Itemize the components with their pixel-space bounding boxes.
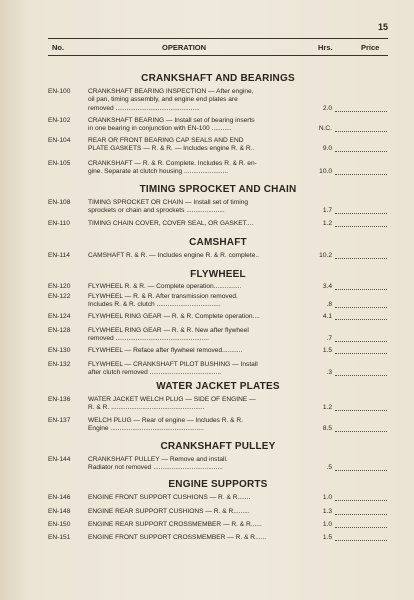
description-line: WELCH PLUG — Rear of engine — Includes R. & R. <box>88 417 244 424</box>
operation-code: EN-146 <box>48 494 71 501</box>
price-blank <box>335 105 387 112</box>
operation-description <box>88 293 314 310</box>
labor-hours: .8 <box>326 301 332 309</box>
price-blank <box>335 425 387 432</box>
column-header-price: Price <box>361 43 380 52</box>
description-line: CRANKSHAFT BEARING INSPECTION — After engine, <box>88 88 254 95</box>
price-blank <box>335 404 387 411</box>
operation-code: EN-151 <box>48 534 71 541</box>
description-line: Engine ................................................... <box>88 425 204 433</box>
operation-description <box>88 494 314 502</box>
description-line: ENGINE REAR SUPPORT CROSSMEMBER — R. & R...... <box>88 521 262 528</box>
operation-code: EN-122 <box>48 293 71 300</box>
labor-hours: .3 <box>326 369 332 377</box>
description-line: TIMING CHAIN COVER, COVER SEAL, OR GASKET.... <box>88 220 254 227</box>
labor-hours: 1.5 <box>322 347 332 354</box>
description-line: WATER JACKET WELCH PLUG — SIDE OF ENGINE — <box>88 396 256 403</box>
labor-hours: 1.0 <box>322 494 332 501</box>
labor-hours: 1.5 <box>322 534 332 541</box>
operation-description <box>88 521 314 529</box>
description-line: FLYWHEEL — R. & R. After transmission removed. <box>88 293 238 300</box>
column-header-hrs: Hrs. <box>318 43 333 52</box>
section-title: WATER JACKET PLATES <box>156 381 280 392</box>
labor-hours: 2.0 <box>322 104 332 112</box>
price-blank <box>335 369 387 376</box>
operation-code: EN-137 <box>48 417 71 424</box>
description-line: after clutch removed ....................................... <box>88 369 222 377</box>
section-title: ENGINE SUPPORTS <box>168 479 268 490</box>
labor-hours: .5 <box>326 464 332 472</box>
description-line: REAR OR FRONT BEARING CAP SEALS AND END <box>88 137 244 144</box>
operation-code: EN-105 <box>48 160 71 167</box>
operation-description <box>88 347 314 355</box>
operation-description <box>88 252 314 260</box>
description-line: ENGINE FRONT SUPPORT CUSHIONS — R. & R....... <box>88 494 251 501</box>
price-blank <box>335 521 387 528</box>
labor-hours: N.C. <box>318 125 332 133</box>
page-number: 15 <box>378 22 389 32</box>
section-title: FLYWHEEL <box>190 269 246 280</box>
operation-description <box>88 456 314 473</box>
operation-description <box>88 327 314 344</box>
operation-code: EN-102 <box>48 117 71 124</box>
labor-hours: .7 <box>326 335 332 343</box>
labor-hours: 1.2 <box>322 220 332 227</box>
price-blank <box>335 464 387 471</box>
operation-description <box>88 160 314 177</box>
operation-description <box>88 199 314 216</box>
price-blank <box>335 168 387 175</box>
description-line: CRANKSHAFT BEARING — Install set of bearing inserts <box>88 117 255 124</box>
operation-description <box>88 508 314 516</box>
operation-description <box>88 88 314 113</box>
price-blank <box>335 508 387 515</box>
price-blank <box>335 534 387 541</box>
price-blank <box>335 252 387 259</box>
price-blank <box>335 494 387 501</box>
operation-description <box>88 313 314 321</box>
labor-hours: 1.2 <box>322 404 332 412</box>
description-line: Includes R. & R. clutch ................................... <box>88 301 221 309</box>
section-title: CRANKSHAFT PULLEY <box>160 441 276 452</box>
price-blank <box>335 313 387 320</box>
price-blank <box>335 335 387 342</box>
section-title: TIMING SPROCKET AND CHAIN <box>139 184 297 195</box>
operation-code: EN-150 <box>48 521 71 528</box>
description-line: sprockets or chain and sprockets ..................... <box>88 207 225 215</box>
description-line: in one bearing in conjunction with EN-100 ........... <box>88 125 232 133</box>
operation-code: EN-120 <box>48 283 71 290</box>
description-line: FLYWHEEL — Reface after flywheel removed........... <box>88 347 243 354</box>
operation-code: EN-110 <box>48 220 70 227</box>
description-line: PLATE GASKETS — R. & R. — Includes engine R. & R.. <box>88 145 255 153</box>
operation-code: EN-104 <box>48 137 71 144</box>
description-line: CRANKSHAFT — R. & R. Complete. Includes R. & R. en- <box>88 160 257 167</box>
operation-description <box>88 220 314 228</box>
labor-hours: 10.2 <box>319 252 332 259</box>
section-title: CAMSHAFT <box>189 237 247 248</box>
price-blank <box>335 301 387 308</box>
description-line: FLYWHEEL R. & R. — Complete operation............... <box>88 283 242 290</box>
description-line: R. & R. ................................................... <box>88 404 205 412</box>
operation-code: EN-136 <box>48 396 71 403</box>
description-line: CRANKSHAFT PULLEY — Remove and install. <box>88 456 228 463</box>
price-blank <box>335 283 387 290</box>
description-line: ENGINE FRONT SUPPORT CROSSMEMBER — R. & R...... <box>88 534 267 541</box>
operation-description <box>88 417 314 434</box>
operation-description <box>88 361 314 378</box>
description-line: removed .............................................. <box>88 104 200 112</box>
operation-code: EN-108 <box>48 199 71 206</box>
labor-hours: 4.1 <box>322 313 332 320</box>
operation-code: EN-100 <box>48 88 71 95</box>
labor-hours: 1.3 <box>322 508 332 515</box>
operation-code: EN-148 <box>48 508 71 515</box>
operation-code: EN-144 <box>48 456 71 463</box>
operation-code: EN-114 <box>48 252 70 259</box>
description-line: oil pan, timing assembly, and engine end plates are <box>88 96 238 104</box>
labor-hours: 8.5 <box>322 425 332 433</box>
price-blank <box>335 125 387 132</box>
operation-code: EN-124 <box>48 313 71 320</box>
operation-code: EN-132 <box>48 361 71 368</box>
labor-hours: 1.7 <box>322 207 332 215</box>
operation-description <box>88 137 314 154</box>
header-bottom-rule <box>48 55 388 56</box>
labor-hours: 9.0 <box>322 145 332 153</box>
labor-hours: 3.4 <box>322 283 332 290</box>
labor-hours: 1.0 <box>322 521 332 528</box>
header-top-rule <box>48 38 388 39</box>
description-line: FLYWHEEL RING GEAR — R. & R. Complete operation.... <box>88 313 260 320</box>
operation-code: EN-130 <box>48 347 71 354</box>
description-line: gine. Separate at clutch housing ........................ <box>88 168 229 176</box>
price-blank <box>335 145 387 152</box>
description-line: Radiator not removed ...................................... <box>88 464 223 472</box>
description-line: TIMING SPROCKET OR CHAIN — Install set of timing <box>88 199 248 206</box>
operation-description <box>88 117 314 134</box>
description-line: CAMSHAFT R. & R. — Includes engine R. & R. complete.. <box>88 252 260 259</box>
column-header-operation: OPERATION <box>162 43 207 52</box>
price-blank <box>335 207 387 214</box>
description-line: ENGINE REAR SUPPORT CUSHIONS — R. & R......... <box>88 508 250 515</box>
column-header-no: No. <box>52 43 65 52</box>
operation-description <box>88 396 314 413</box>
price-blank <box>335 347 387 354</box>
description-line: FLYWHEEL — CRANKSHAFT PILOT BUSHING — Install <box>88 361 258 368</box>
labor-hours: 10.0 <box>319 168 332 176</box>
description-line: FLYWHEEL RING GEAR — R. & R. New after flywheel <box>88 327 249 334</box>
operation-description <box>88 283 314 291</box>
price-blank <box>335 220 387 227</box>
description-line: removed ................................................... <box>88 335 209 343</box>
section-title: CRANKSHAFT AND BEARINGS <box>141 73 295 84</box>
operation-code: EN-128 <box>48 327 71 334</box>
operation-description <box>88 534 314 542</box>
